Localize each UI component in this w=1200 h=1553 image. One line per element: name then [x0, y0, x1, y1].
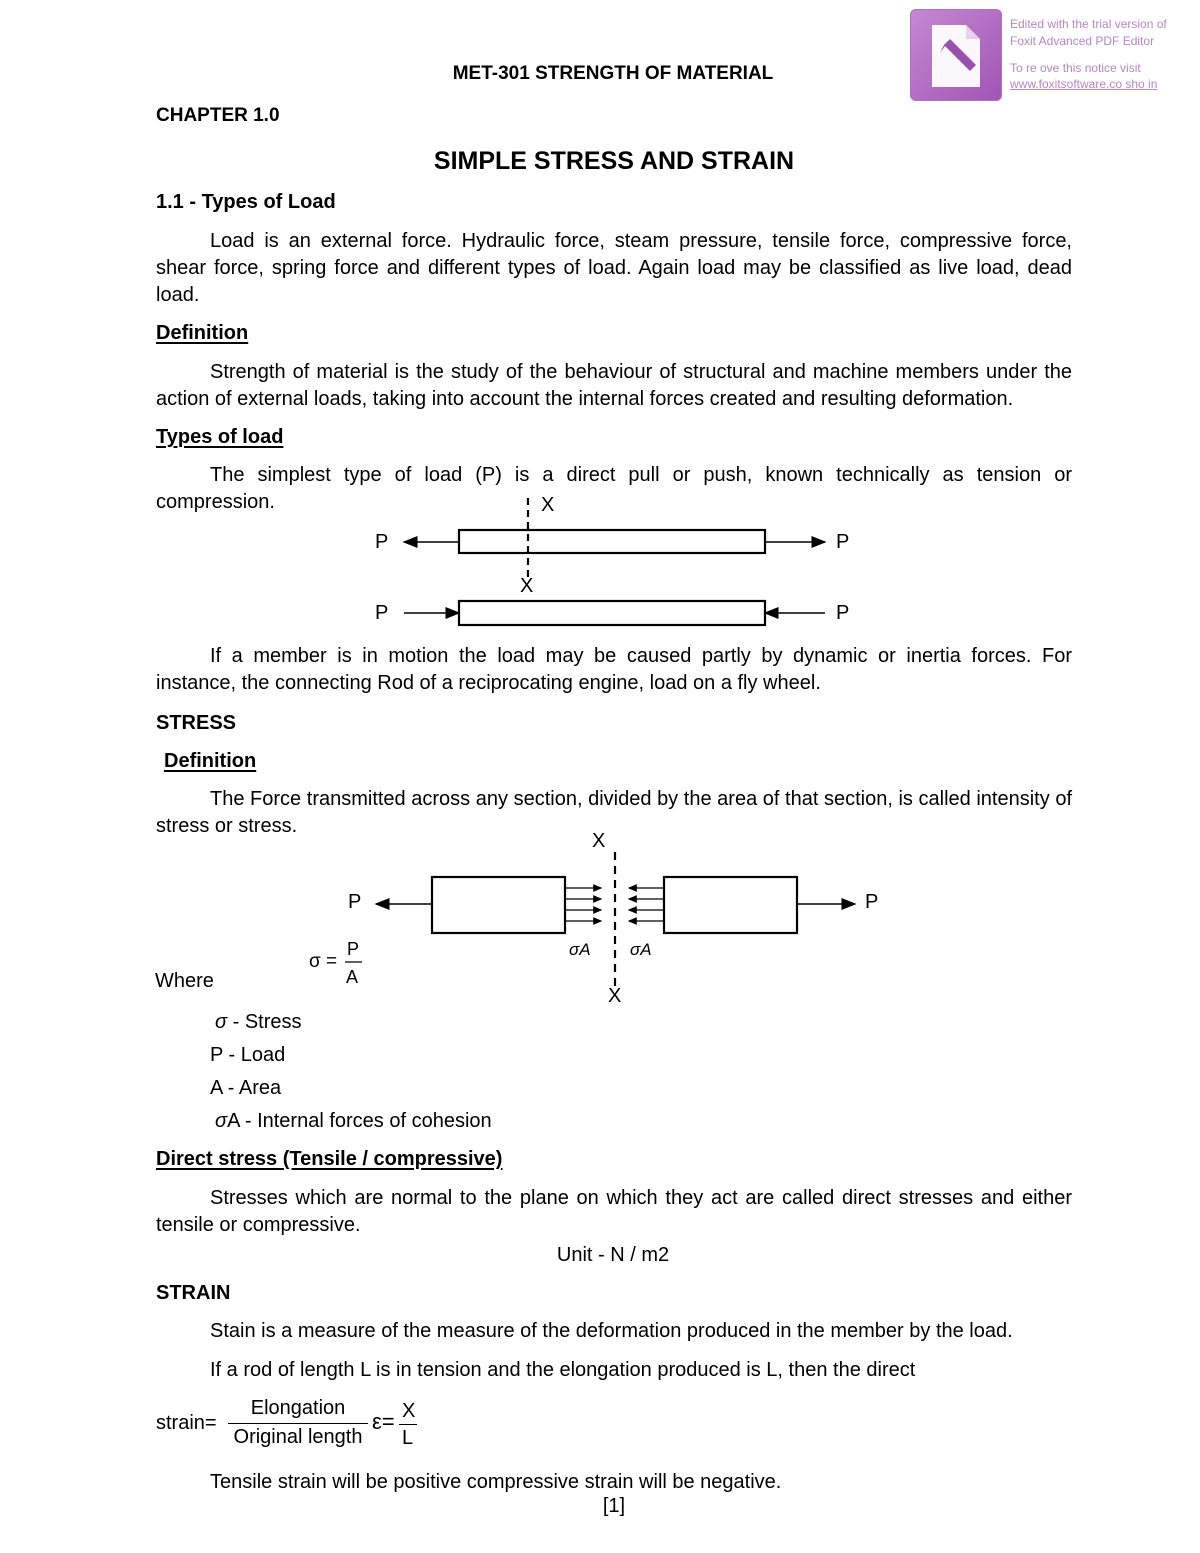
fig1-x-bottom: X	[520, 575, 534, 597]
fig2-p-left: P	[348, 891, 362, 913]
legend-cohesion: σA - Internal forces of cohesion	[215, 1110, 492, 1132]
strain-formula-numerator: Elongation	[250, 1397, 346, 1419]
left-block	[432, 877, 565, 933]
strain-formula-lhs: strain=	[156, 1412, 217, 1434]
tension-bar	[459, 530, 765, 553]
course-title: MET-301 STRENGTH OF MATERIAL	[452, 63, 774, 84]
types-of-load-heading: Types of load	[156, 426, 284, 448]
page-title: SIMPLE STRESS AND STRAIN	[433, 147, 795, 175]
fig2-sigma-a-right: σA	[630, 940, 652, 959]
section-heading-types-of-load: 1.1 - Types of Load	[156, 191, 336, 213]
stress-paragraph: The Force transmitted across any section, divided by the area of that section, is called intensity of stress or stress.	[156, 788, 1072, 837]
sigma-formula-numerator: P	[347, 939, 360, 959]
sigma-formula-denominator: A	[346, 967, 359, 987]
stress-definition-heading: Definition	[164, 750, 257, 772]
strain-heading: STRAIN	[156, 1282, 231, 1304]
types-of-load-paragraph: The simplest type of load (P) is a direct pull or push, known technically as tension or compression.	[156, 464, 1072, 513]
epsilon-lhs: ε=	[372, 1409, 395, 1434]
epsilon-fraction-bar	[399, 1424, 417, 1425]
strain-formula-denominator: Original length	[233, 1426, 363, 1448]
fig1-p-right-bottom: P	[836, 602, 850, 624]
fig2-x-top: X	[592, 830, 606, 852]
definition-heading: Definition	[156, 322, 249, 344]
watermark-line1: Edited with the trial version of	[1010, 17, 1167, 31]
direct-stress-heading: Direct stress (Tensile / compressive)	[156, 1148, 503, 1170]
epsilon-denominator: L	[402, 1427, 414, 1449]
legend-area: A - Area	[210, 1077, 282, 1099]
strain-paragraph-2: If a rod of length L is in tension and the elongation produced is L, then the direct	[210, 1359, 916, 1381]
page-number: [1]	[602, 1495, 626, 1517]
right-block	[664, 877, 797, 933]
legend-stress: σ - Stress	[215, 1011, 302, 1033]
strain-paragraph-1: Stain is a measure of the measure of the deformation produced in the member by the load.	[210, 1320, 1013, 1342]
where-label: Where	[155, 970, 214, 992]
epsilon-numerator: X	[402, 1400, 416, 1422]
sigma-formula-lhs: σ =	[309, 951, 338, 972]
legend-load: P - Load	[210, 1044, 286, 1066]
fig2-p-right: P	[865, 891, 879, 913]
fig1-p-left-bottom: P	[375, 602, 389, 624]
load-paragraph: Load is an external force. Hydraulic force, steam pressure, tensile force, compressive force, shear force, spring force and different types of load. Again load may be classified as live load, dead load.	[156, 230, 1072, 306]
direct-stress-paragraph: Stresses which are normal to the plane on which they act are called direct stresses and either tensile or compressive.	[156, 1187, 1072, 1236]
strain-fraction-bar	[228, 1423, 368, 1424]
stress-heading: STRESS	[156, 712, 237, 734]
compression-bar	[459, 601, 765, 625]
fig1-x-top: X	[541, 494, 555, 516]
fig1-p-left-top: P	[375, 531, 389, 553]
watermark-link[interactable]: www.foxitsoftware.co sho in	[1010, 77, 1158, 91]
watermark-line3: To re ove this notice visit	[1010, 61, 1141, 75]
fig1-p-right-top: P	[836, 531, 850, 553]
chapter-label: CHAPTER 1.0	[156, 105, 280, 126]
unit-label: Unit - N / m2	[556, 1244, 670, 1266]
motion-paragraph: If a member is in motion the load may be caused partly by dynamic or inertia forces. For instance, the connecting Rod of a reciprocating engine, load on a fly wheel.	[156, 645, 1072, 694]
strain-paragraph-3: Tensile strain will be positive compressive strain will be negative.	[210, 1471, 782, 1493]
definition-paragraph: Strength of material is the study of the behaviour of structural and machine members under the action of external loads, taking into account the internal forces created and resulting deformation.	[156, 361, 1072, 410]
watermark-line2: Foxit Advanced PDF Editor	[1010, 34, 1155, 48]
pencil-doc-icon	[910, 9, 1002, 101]
fig2-sigma-a-left: σA	[569, 940, 591, 959]
foxit-logo-icon	[910, 9, 1002, 101]
fig2-x-bottom: X	[608, 985, 622, 1007]
